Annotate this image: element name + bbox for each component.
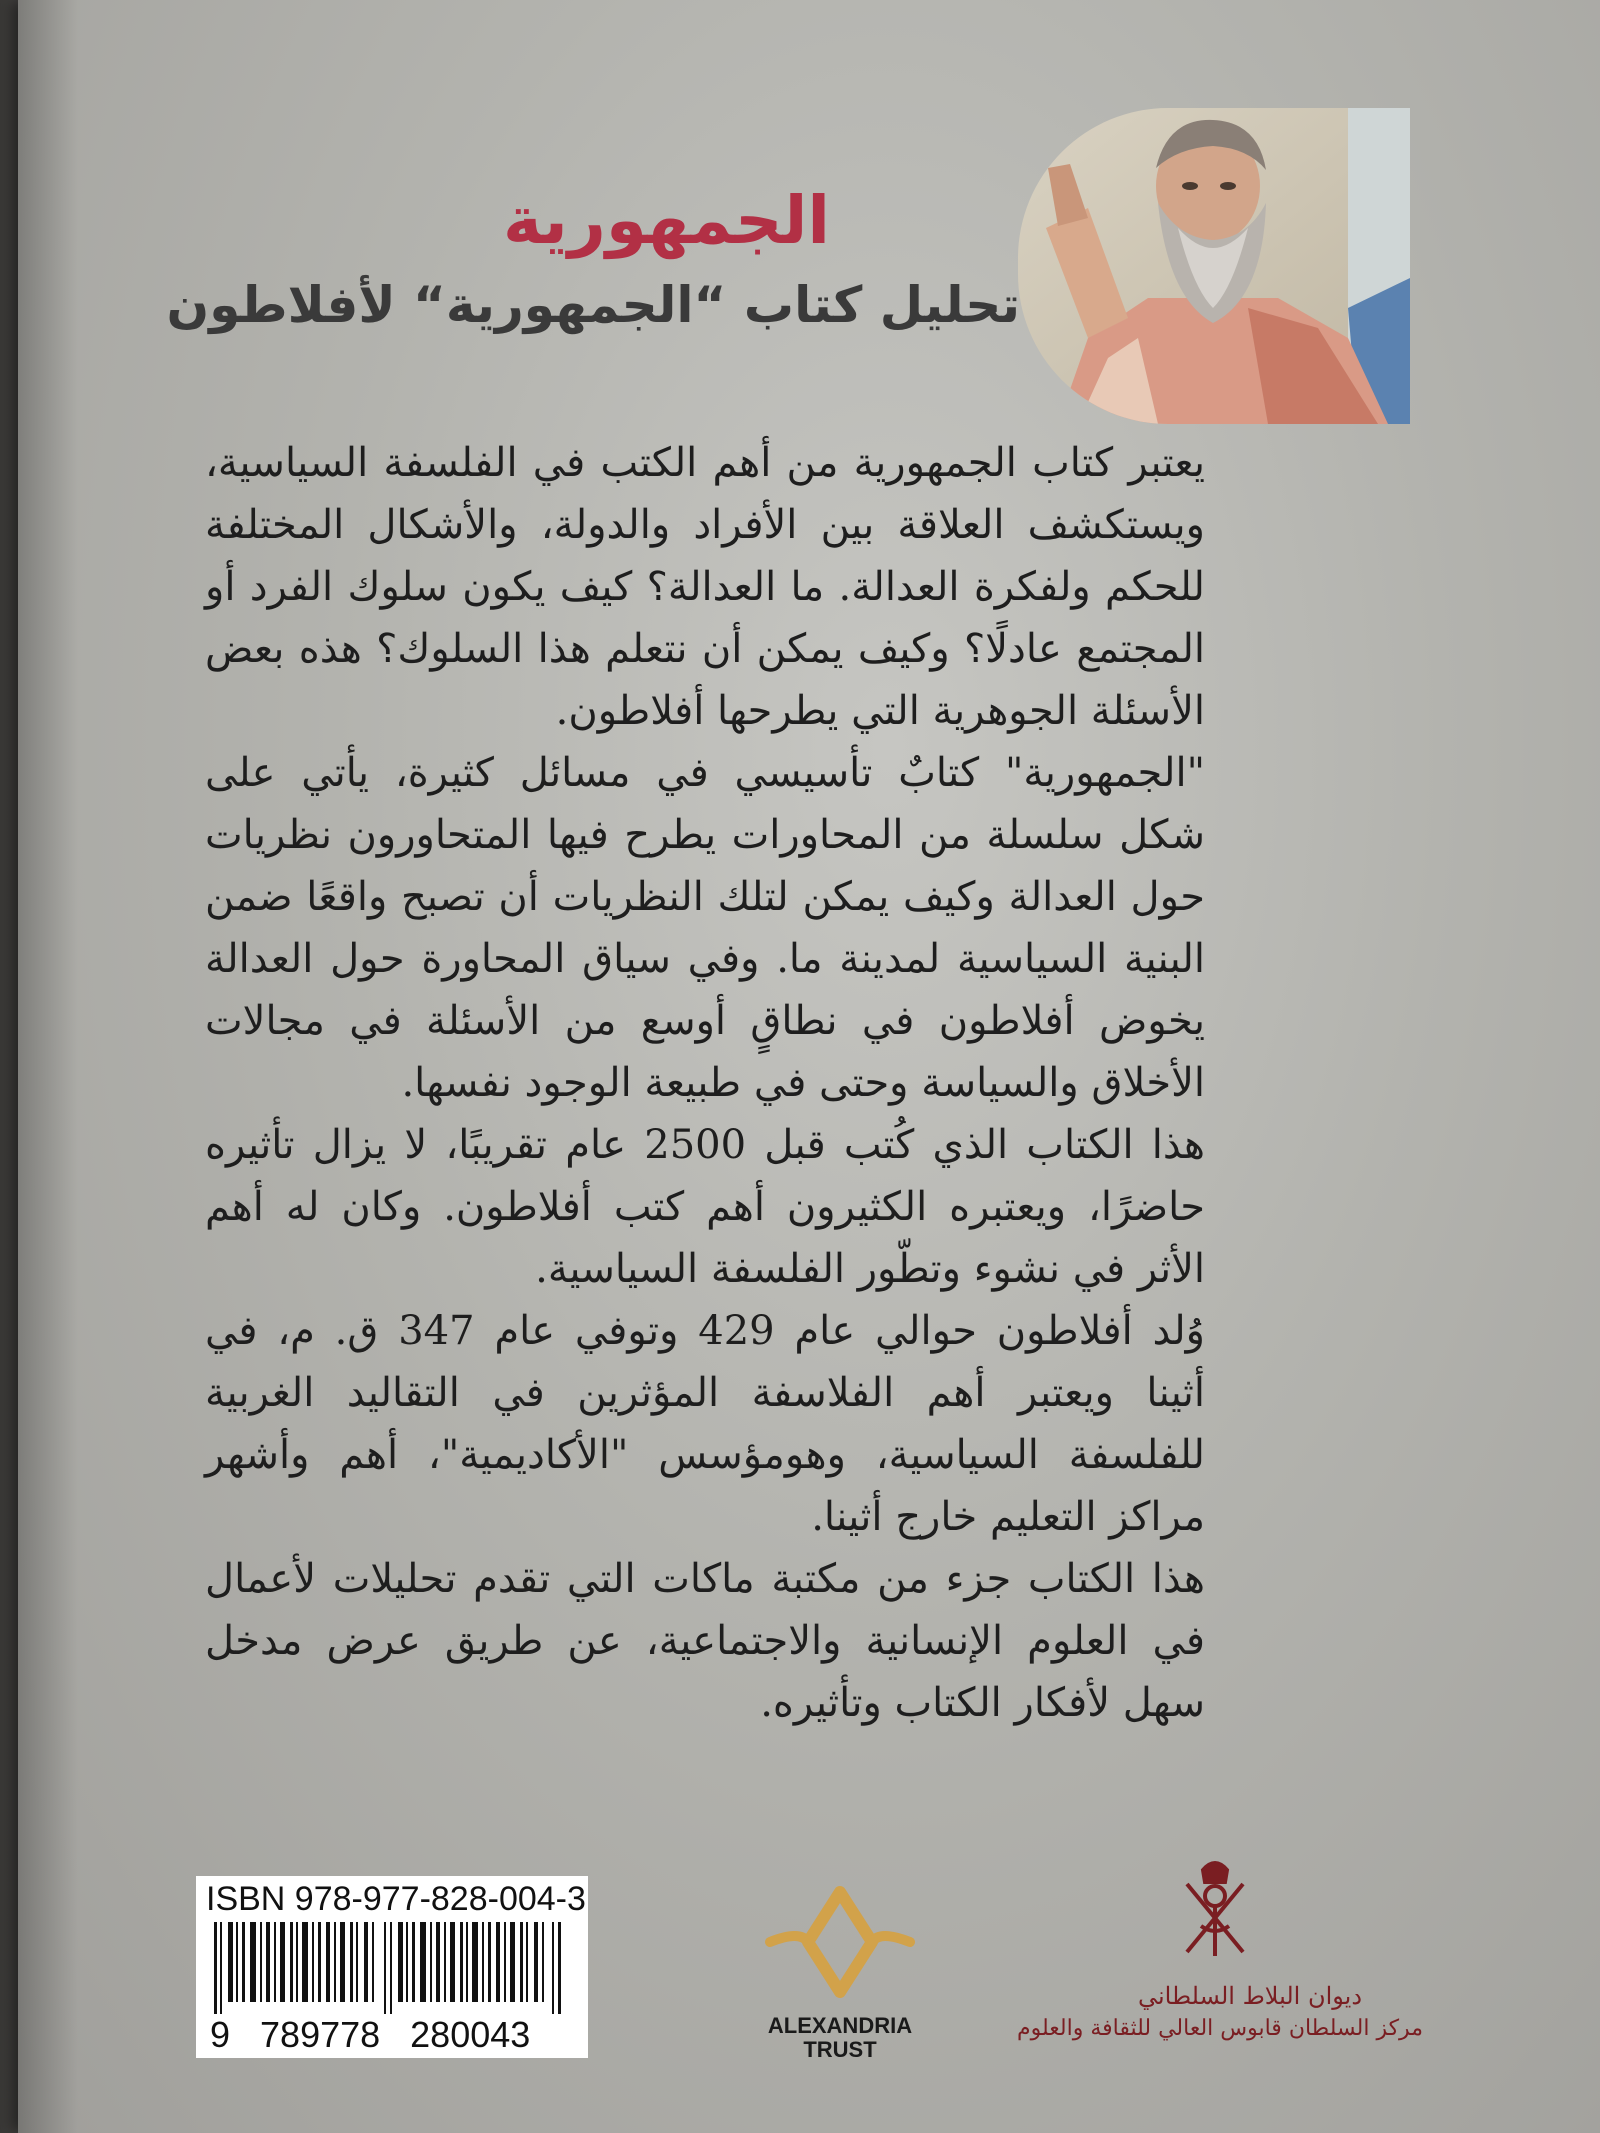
spine-shadow: [18, 0, 78, 2133]
plato-portrait: [1018, 108, 1410, 424]
book-subtitle: تحليل كتاب “الجمهورية“ لأفلاطون: [166, 276, 1020, 334]
blurb-paragraph-5: هذا الكتاب جزء من مكتبة ماكات التي تقدم تحليلات لأعمال في العلوم الإنسانية والاجتماعية، عن طريق عرض مدخل سهل لأفكار الكتاب وتأثيره.: [205, 1556, 1205, 1726]
sultan-qaboos-center-name: مركز السلطان قابوس العالي للثقافة والعلوم: [1017, 2016, 1423, 2041]
barcode-digits: 9 789778 280043: [210, 2014, 531, 2055]
alexandria-trust-logo-icon: [760, 1880, 920, 2010]
plato-portrait-image: [1018, 108, 1410, 424]
blurb-paragraph-1: يعتبر كتاب الجمهورية من أهم الكتب في الفلسفة السياسية، ويستكشف العلاقة بين الأفراد والدولة، والأشكال المختلفة للحكم ولفكرة العدالة. ما العدالة؟ كيف يكون سلوك الفرد أو المجتمع عادلًا؟ وكيف يمكن أن نتعلم هذا السلوك؟ هذه بعض الأسئلة الجوهرية التي يطرحها أفلاطون.: [205, 440, 1205, 734]
blurb-paragraph-4: وُلد أفلاطون حوالي عام 429 وتوفي عام 347 ق. م، في أثينا ويعتبر أهم الفلاسفة المؤثرين في التقاليد الغربية للفلسفة السياسية، وهومؤسس "الأكاديمية"، أهم وأشهر مراكز التعليم خارج أثينا.: [205, 1308, 1206, 1540]
alexandria-name-line1: ALEXANDRIA: [767, 2013, 913, 2038]
isbn-barcode: [196, 1876, 588, 2058]
alexandria-name-line2: TRUST: [803, 2037, 877, 2062]
royal-court-name: ديوان البلاط السلطاني: [1137, 1982, 1363, 2010]
book-title: الجمهورية: [503, 182, 830, 259]
isbn-number: ISBN 978-977-828-004-3: [206, 1880, 586, 1918]
alexandria-trust-name: [740, 2014, 940, 2062]
blurb-paragraph-3: هذا الكتاب الذي كُتب قبل 2500 عام تقريبًا، لا يزال تأثيره حاضرًا، ويعتبره الكثيرون أهم كتب أفلاطون. وكان له أهم الأثر في نشوء وتطّور الفلسفة السياسية.: [205, 1122, 1206, 1292]
blurb-paragraph-2: "الجمهورية" كتابٌ تأسيسي في مسائل كثيرة، يأتي على شكل سلسلة من المحاورات يطرح فيها المتحاورون نظريات حول العدالة وكيف يمكن لتلك النظريات أن تصبح واقعًا ضمن البنية السياسية لمدينة ما. وفي سياق المحاورة حول العدالة يخوض أفلاطون في نطاقٍ أوسع من الأسئلة في مجالات الأخلاق والسياسة وحتى في طبيعة الوجود نفسها.: [205, 750, 1205, 1106]
blurb-text: [205, 432, 1205, 1734]
oman-khanjar-emblem-icon: [1175, 1856, 1255, 1976]
barcode-bars: [206, 1922, 578, 2014]
